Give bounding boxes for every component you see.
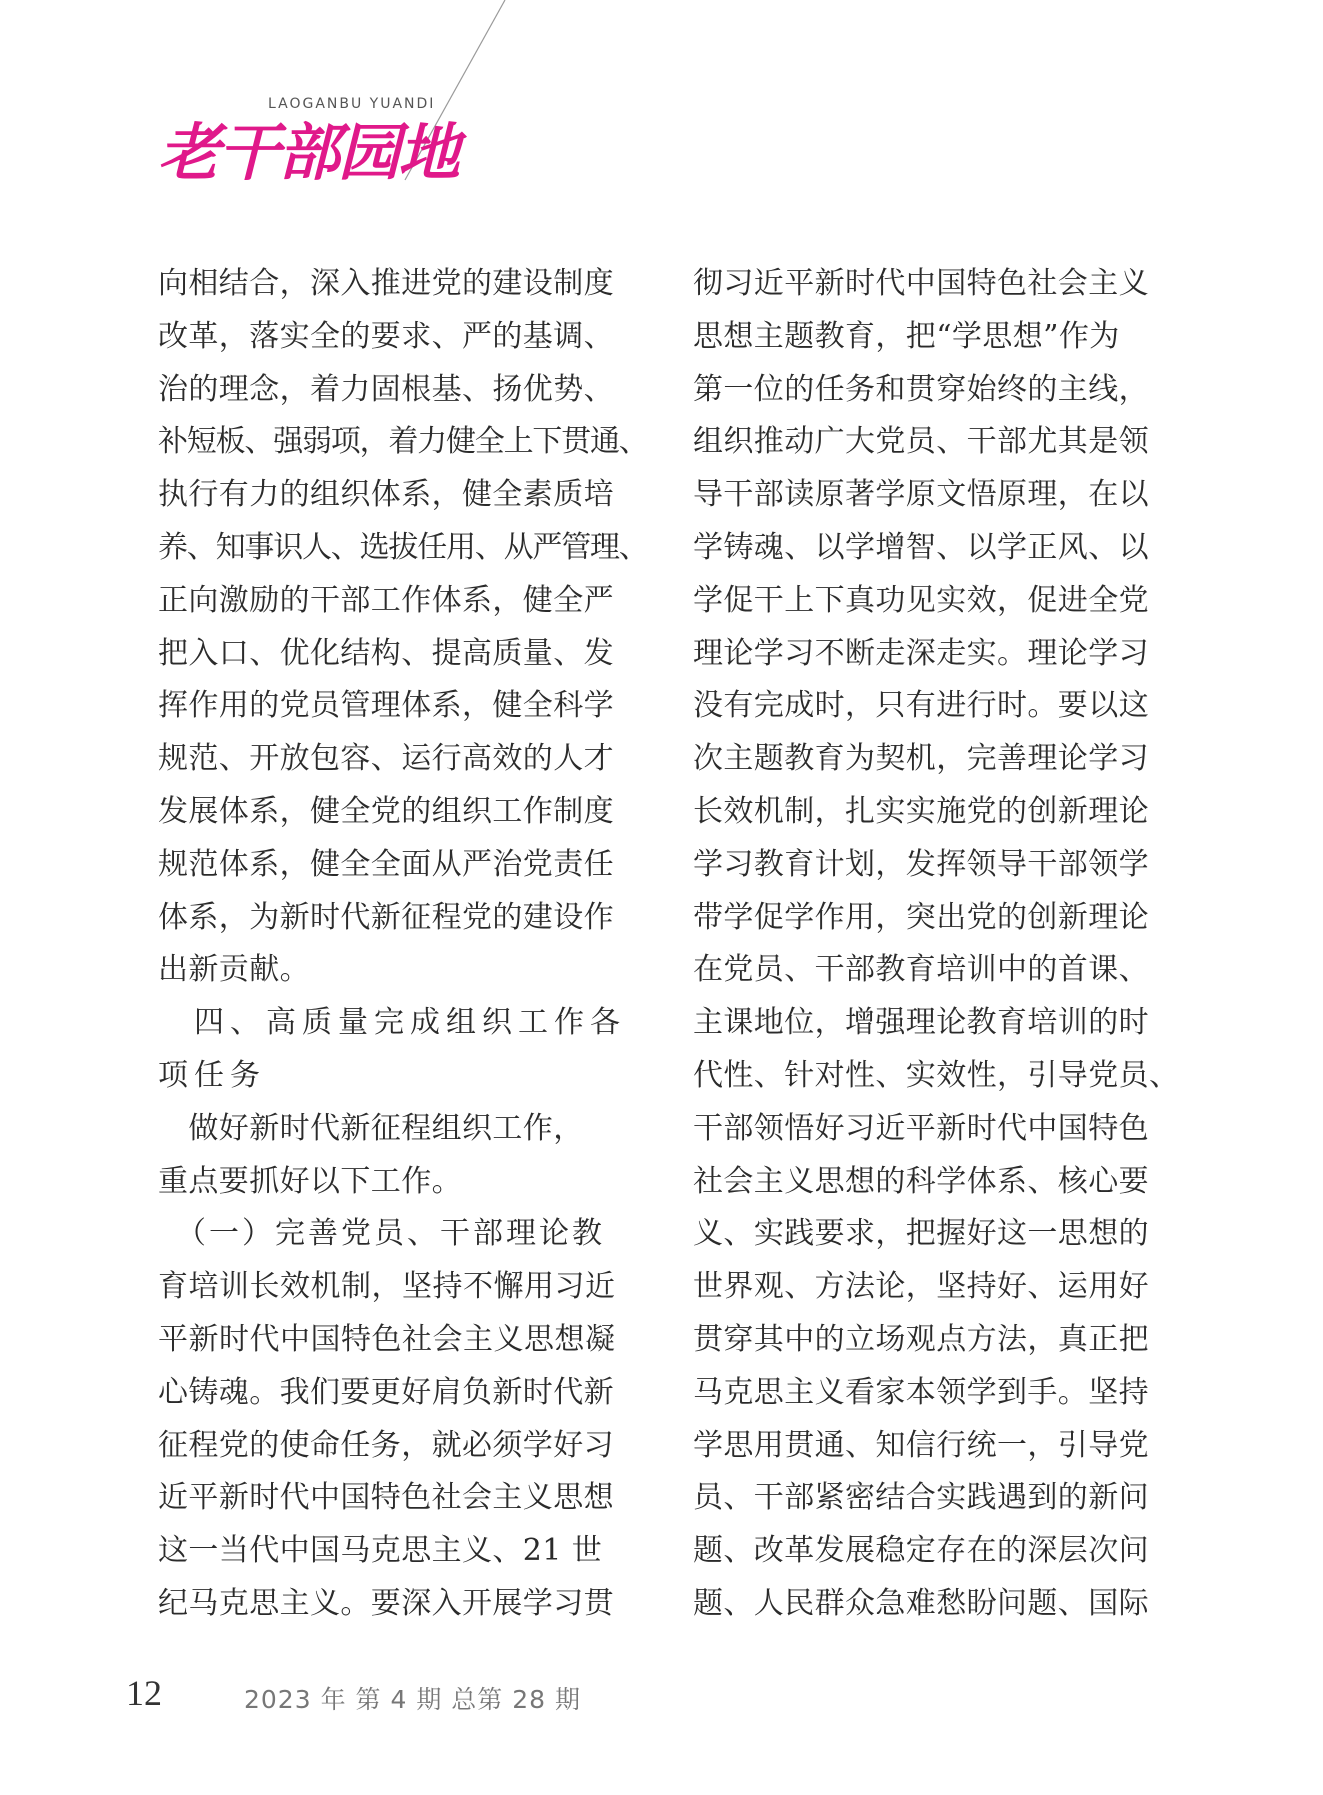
- text-line: 体系，为新时代新征程党的建设作: [158, 899, 614, 935]
- text-line: 在党员、干部教育培训中的首课、: [693, 952, 1149, 988]
- text-line: 重点要抓好以下工作。: [158, 1163, 462, 1199]
- text-line: 没有完成时，只有进行时。要以这: [693, 688, 1149, 724]
- text-line: 义、实践要求，把握好这一思想的: [693, 1216, 1149, 1252]
- text-line: 向相结合，深入推进党的建设制度: [158, 266, 614, 301]
- text-line: 这一当代中国马克思主义、21 世: [158, 1533, 603, 1569]
- subheading-line: 育培训长效机制，坚持不懈用习近: [158, 1269, 616, 1305]
- section-heading: 四、高质量完成组织工作各: [158, 1005, 626, 1041]
- text-line: 长效机制，扎实实施党的创新理论: [693, 793, 1149, 829]
- text-line: 补短板、强弱项，着力健全上下贯通、: [158, 424, 648, 460]
- text-line: 题、改革发展稳定存在的深层次问: [693, 1533, 1149, 1569]
- masthead-latin: LAOGANBU YUANDI: [268, 96, 436, 112]
- text-line: 社会主义思想的科学体系、核心要: [693, 1163, 1149, 1199]
- issue-info: 2023 年 第 4 期 总第 28 期: [244, 1685, 581, 1714]
- page-number: 12: [126, 1673, 162, 1713]
- text-line: 正向激励的干部工作体系，健全严: [158, 582, 614, 618]
- text-line: 彻习近平新时代中国特色社会主义: [693, 266, 1149, 301]
- text-line: 把入口、优化结构、提高质量、发: [158, 635, 614, 671]
- text-line: 纪马克思主义。要深入开展学习贯: [158, 1585, 614, 1621]
- text-line: 干部领悟好习近平新时代中国特色: [693, 1110, 1149, 1146]
- masthead-logo: 老干部园地: [158, 116, 459, 189]
- text-line: 思想主题教育，把“学思想”作为: [693, 318, 1120, 354]
- text-line: 学铸魂、以学增智、以学正风、以: [693, 529, 1149, 565]
- text-line: 规范体系，健全全面从严治党责任: [158, 846, 614, 882]
- subheading-line: 平新时代中国特色社会主义思想凝: [158, 1321, 616, 1357]
- left-text-column: [158, 258, 648, 1631]
- subheading-line: （一）完善党员、干部理论教: [158, 1216, 605, 1252]
- text-line: 改革，落实全的要求、严的基调、: [158, 318, 614, 354]
- text-line: 心铸魂。我们要更好肩负新时代新: [158, 1374, 614, 1410]
- text-line: 导干部读原著学原文悟原理，在以: [693, 477, 1149, 513]
- text-line: 挥作用的党员管理体系，健全科学: [158, 688, 614, 724]
- section-heading-cont: 项任务: [158, 1057, 266, 1093]
- text-line: 代性、针对性、实效性，引导党员、: [693, 1057, 1180, 1093]
- text-line: 发展体系，健全党的组织工作制度: [158, 793, 614, 829]
- text-line: 带学促学作用，突出党的创新理论: [693, 899, 1149, 935]
- text-line: 理论学习不断走深走实。理论学习: [693, 635, 1149, 671]
- text-line: 学促干上下真功见实效，促进全党: [693, 582, 1149, 618]
- text-line: 题、人民群众急难愁盼问题、国际: [693, 1585, 1149, 1621]
- text-line: 次主题教育为契机，完善理论学习: [693, 741, 1149, 777]
- text-line: 马克思主义看家本领学到手。坚持: [693, 1374, 1149, 1410]
- text-line: 做好新时代新征程组织工作，: [158, 1110, 584, 1146]
- text-line: 贯穿其中的立场观点方法，真正把: [693, 1321, 1149, 1357]
- text-line: 世界观、方法论，坚持好、运用好: [693, 1269, 1149, 1305]
- text-line: 学思用贯通、知信行统一，引导党: [693, 1427, 1149, 1463]
- text-line: 养、知事识人、选拔任用、从严管理、: [158, 529, 648, 565]
- text-line: 规范、开放包容、运行高效的人才: [158, 741, 614, 777]
- text-line: 组织推动广大党员、干部尤其是领: [693, 424, 1149, 460]
- text-line: 近平新时代中国特色社会主义思想: [158, 1480, 614, 1516]
- text-line: 第一位的任务和贯穿始终的主线，: [693, 371, 1149, 407]
- text-line: 执行有力的组织体系，健全素质培: [158, 477, 614, 513]
- text-line: 出新贡献。: [158, 952, 310, 988]
- text-line: 征程党的使命任务，就必须学好习: [158, 1427, 614, 1463]
- right-text-column: [693, 258, 1180, 1631]
- text-line: 主课地位，增强理论教育培训的时: [693, 1005, 1149, 1041]
- text-line: 员、干部紧密结合实践遇到的新问: [693, 1480, 1149, 1516]
- text-line: 学习教育计划，发挥领导干部领学: [693, 846, 1149, 882]
- text-line: 治的理念，着力固根基、扬优势、: [158, 371, 614, 407]
